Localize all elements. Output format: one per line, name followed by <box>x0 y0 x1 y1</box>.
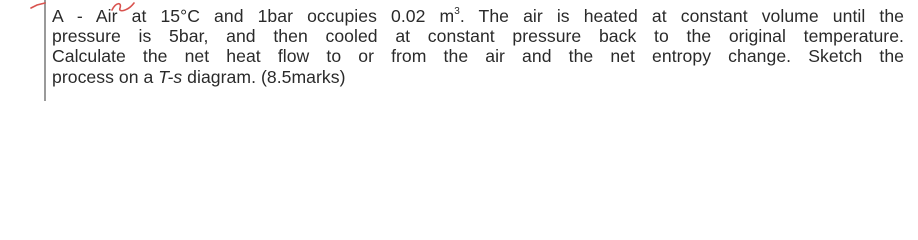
superscript: 3 <box>454 6 460 18</box>
question-text: diagram. (8.5marks) <box>182 66 346 87</box>
question-line-4 <box>52 67 904 87</box>
question-text: A - Air at 15°C and 1bar occupies 0.02 m <box>52 6 455 26</box>
diagram-name: T-s <box>158 66 183 87</box>
question-line-1 <box>52 6 904 26</box>
question-text: . The air is heated at constant volume until the <box>459 6 904 26</box>
question-line-2: pressure is 5bar, and then cooled at constant pressure back to the original temperature. <box>52 26 904 47</box>
exam-question <box>52 6 904 87</box>
question-line-3: Calculate the net heat flow to or from the air and the net entropy change. Sketch the <box>52 46 904 67</box>
margin-line <box>44 0 46 101</box>
question-text: process on a <box>52 66 159 87</box>
pen-mark-icon <box>30 2 46 10</box>
